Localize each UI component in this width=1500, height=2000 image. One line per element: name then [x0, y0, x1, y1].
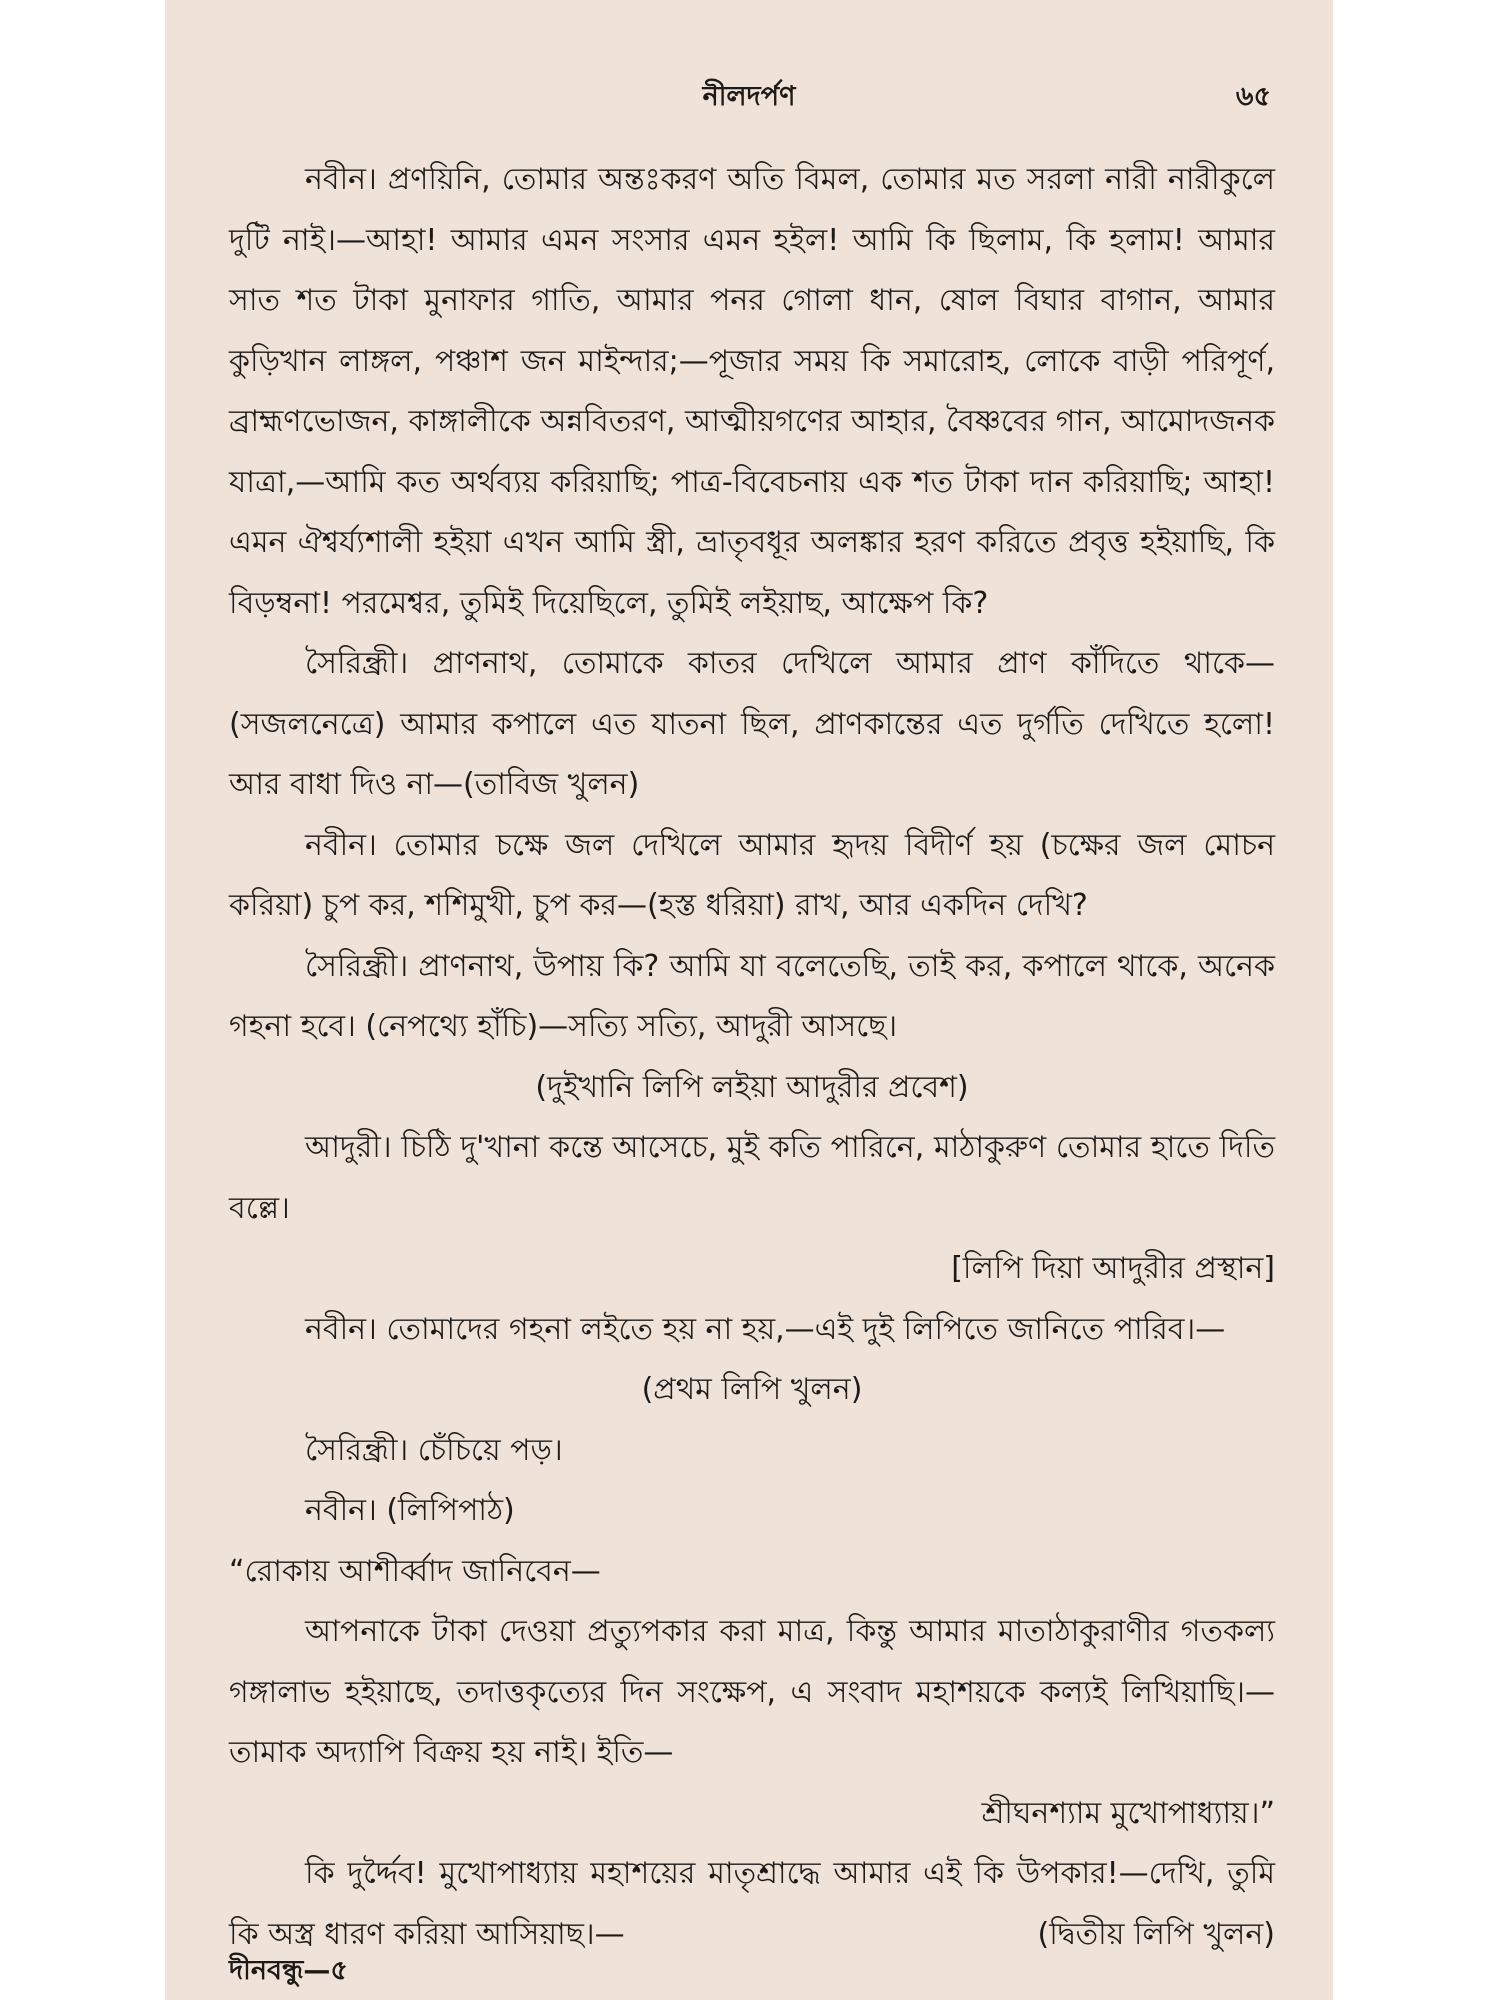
paragraph-nabin-5: [229, 1844, 1275, 1965]
paragraph-sairindhri-2: সৈরিন্ধ্রী। প্রাণনাথ, উপায় কি? আমি যা বলেতেছি, তাই কর, কপালে থাকে, অনেক গহনা হবে। (নেপথ্যে হাঁচি)—সত্যি সত্যি, আদুরী আসছে।: [229, 948, 1275, 1044]
letter-signature: শ্রীঘনশ্যাম মুখোপাধ্যায়।”: [981, 1795, 1275, 1831]
paragraph-nabin-2: নবীন। তোমার চক্ষে জল দেখিলে আমার হৃদয় বিদীর্ণ হয় (চক্ষের জল মোচন করিয়া) চুপ কর, শশিমুখী, চুপ কর—(হস্ত ধরিয়া) রাখ, আর একদিন দেখি?: [229, 827, 1275, 923]
paragraph-nabin-1: নবীন। প্রণয়িনি, তোমার অন্তঃকরণ অতি বিমল, তোমার মত সরলা নারী নারীকুলে দুটি নাই।—আহা! আমার এমন সংসার এমন হইল! আমি কি ছিলাম, কি হলাম! আমার সাত শত টাকা মুনাফার গাতি, আমার পনর গোলা ধান, ষোল বিঘার বাগান, আমার কুড়িখান লাঙ্গল, পঞ্চাশ জন মাইন্দার;—পূজার সময় কি সমারোহ, লোকে বাড়ী পরিপূর্ণ, ব্রাহ্মণভোজন, কাঙ্গালীকে অন্নবিতরণ, আত্মীয়গণের আহার, বৈষ্ণবের গান, আমোদজনক যাত্রা,—আমি কত অর্থব্যয় করিয়াছি; পাত্র-বিবেচনায় এক শত টাকা দান করিয়াছি; আহা! এমন ঐশ্বর্য্যশালী হইয়া এখন আমি স্ত্রী, ভ্রাতৃবধূর অলঙ্কার হরণ করিতে প্রবৃত্ত হইয়াছি, কি বিড়ম্বনা! পরমেশ্বর, তুমিই দিয়েছিলে, তুমিই লইয়াছ, আক্ষেপ কি?: [229, 162, 1275, 621]
paragraph-sairindhri-3: সৈরিন্ধ্রী। চেঁচিয়ে পড়।: [305, 1432, 563, 1468]
page-footer-signature: দীনবন্ধু—৫: [229, 1955, 348, 1986]
paragraph-nabin-4: নবীন। (লিপিপাঠ): [305, 1493, 515, 1528]
stage-direction-first-letter: (প্রথম লিপি খুলন): [641, 1372, 863, 1407]
letter-body: আপনাকে টাকা দেওয়া প্রত্যুপকার করা মাত্র, কিন্তু আমার মাতাঠাকুরাণীর গতকল্য গঙ্গালাভ হইয়াছে, তদাত্তকৃত্যের দিন সংক্ষেপ, এ সংবাদ মহাশয়কে কল্যই লিখিয়াছি।—তামাক অদ্যাপি বিক্রয় হয় নাই। ইতি—: [229, 1614, 1275, 1770]
page-header: [165, 76, 1333, 116]
page-body: [229, 150, 1275, 1965]
stage-direction-second-letter: (দ্বিতীয় লিপি খুলন): [1037, 1916, 1275, 1952]
book-page: [165, 0, 1333, 2000]
stage-direction-entry: (দুইখানি লিপি লইয়া আদুরীর প্রবেশ): [535, 1069, 969, 1105]
running-title: নীলদর্পণ: [702, 81, 796, 112]
paragraph-sairindhri-1: সৈরিন্ধ্রী। প্রাণনাথ, তোমাকে কাতর দেখিলে আমার প্রাণ কাঁদিতে থাকে—(সজলনেত্রে) আমার কপালে এত যাতনা ছিল, প্রাণকান্তের এত দুর্গতি দেখিতে হলো! আর বাধা দিও না—(তাবিজ খুলন): [229, 646, 1275, 802]
letter-salutation: “রোকায় আশীর্ব্বাদ জানিবেন—: [229, 1553, 601, 1589]
page-number: ৬৫: [1235, 81, 1271, 112]
paragraph-nabin-5-text: কি দুর্দ্দৈব! মুখোপাধ্যায় মহাশয়ের মাতৃশ্রাদ্ধে আমার এই কি উপকার!—দেখি, তুমি কি অস্ত্র ধারণ করিয়া আসিয়াছ।—: [229, 1856, 1275, 1952]
stage-direction-exit: [লিপি দিয়া আদুরীর প্রস্থান]: [951, 1251, 1275, 1286]
paragraph-nabin-3: নবীন। তোমাদের গহনা লইতে হয় না হয়,—এই দুই লিপিতে জানিতে পারিব।—: [305, 1311, 1226, 1347]
paragraph-aduri: আদুরী। চিঠি দু'খানা কন্তে আসেচে, মুই কতি পারিনে, মাঠাকুরুণ তোমার হাতে দিতি বল্লে।: [229, 1130, 1275, 1226]
